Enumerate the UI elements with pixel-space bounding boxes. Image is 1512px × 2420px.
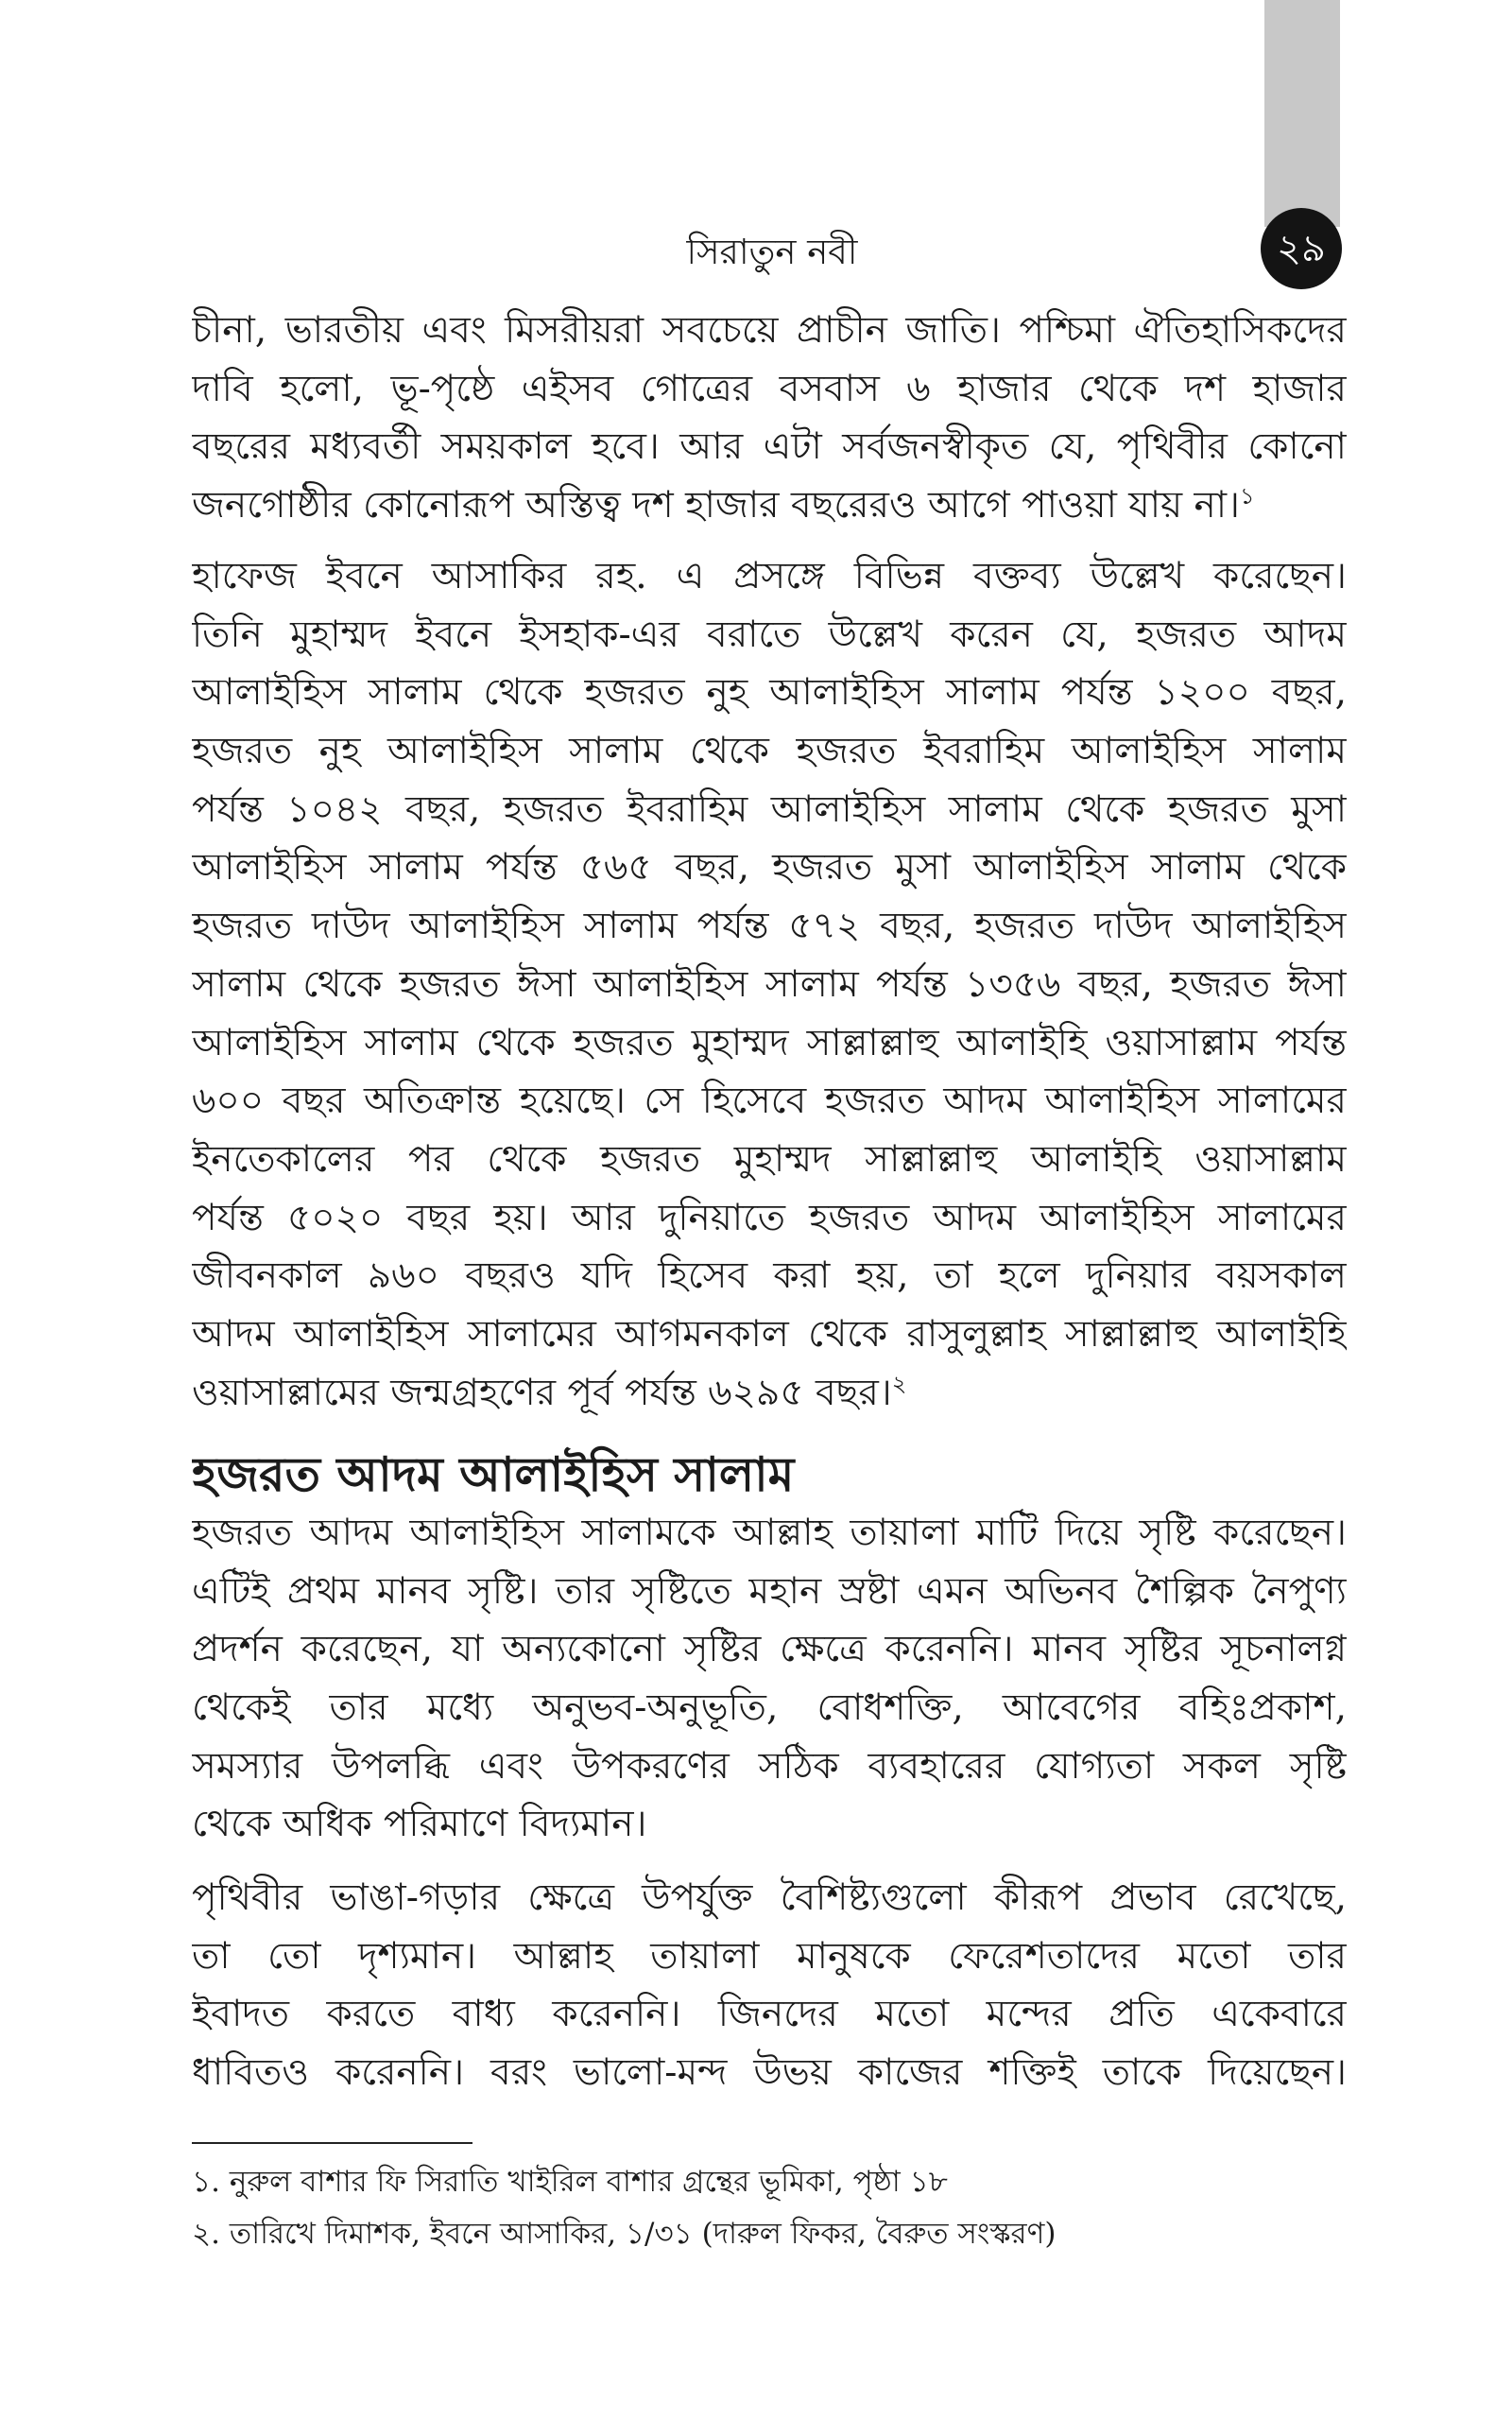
body-line: সমস্যার উপলব্ধি এবং উপকরণের সঠিক ব্যবহারের যোগ্যতা সকল সৃষ্টি (192, 1744, 1347, 1788)
body-line: আলাইহিস সালাম থেকে হজরত নুহ আলাইহিস সালাম পর্যন্ত ১২০০ বছর, (192, 671, 1347, 715)
body-line: প্রদর্শন করেছেন, যা অন্যকোনো সৃষ্টির ক্ষেত্রে করেননি। মানব সৃষ্টির সূচনালগ্ন (192, 1628, 1347, 1671)
body-line-text: জনগোষ্ঠীর কোনোরূপ অস্তিত্ব দশ হাজার বছরেরও আগে পাওয়া যায় না। (192, 484, 1240, 527)
page-number-badge: ২৯ (1261, 208, 1342, 289)
body-line: হজরত নুহ আলাইহিস সালাম থেকে হজরত ইবরাহিম আলাইহিস সালাম (192, 730, 1347, 773)
body-line: ৬০০ বছর অতিক্রান্ত হয়েছে। সে হিসেবে হজরত আদম আলাইহিস সালামের (192, 1080, 1347, 1123)
body-line: থেকে অধিক পরিমাণে বিদ্যমান। (192, 1803, 647, 1846)
footnote: ১. নুরুল বাশার ফি সিরাতি খাইরিল বাশার গ্রন্থের ভূমিকা, পৃষ্ঠা ১৮ (192, 2165, 948, 2199)
footnote-divider (192, 2142, 472, 2144)
body-line: বছরের মধ্যবর্তী সময়কাল হবে। আর এটা সর্বজনস্বীকৃত যে, পৃথিবীর কোনো (192, 425, 1347, 469)
body-line: তা তো দৃশ্যমান। আল্লাহ তায়ালা মানুষকে ফেরেশতাদের মতো তার (192, 1934, 1347, 1978)
body-line: সালাম থেকে হজরত ঈসা আলাইহিস সালাম পর্যন্ত ১৩৫৬ বছর, হজরত ঈসা (192, 962, 1347, 1006)
footnote-reference: ১ (1240, 483, 1255, 510)
body-line: হজরত দাউদ আলাইহিস সালাম পর্যন্ত ৫৭২ বছর, হজরত দাউদ আলাইহিস (192, 905, 1347, 948)
body-line (192, 1364, 1347, 1423)
page-edge-tab (1264, 0, 1340, 227)
paragraph (192, 1504, 1347, 1854)
body-line-text: ওয়াসাল্লামের জন্মগ্রহণের পূর্ব পর্যন্ত ৬২৯৫ বছর। (192, 1371, 892, 1414)
section-heading: হজরত আদম আলাইহিস সালাম (192, 1446, 795, 1502)
paragraph (192, 547, 1347, 1422)
paragraph (192, 302, 1347, 535)
body-line: পর্যন্ত ৫০২০ বছর হয়। আর দুনিয়াতে হজরত আদম আলাইহিস সালামের (192, 1196, 1347, 1239)
footnote-reference: ২ (891, 1370, 907, 1397)
running-title: সিরাতুন নবী (686, 232, 858, 272)
body-line: পর্যন্ত ১০৪২ বছর, হজরত ইবরাহিম আলাইহিস সালাম থেকে হজরত মুসা (192, 787, 1347, 831)
body-line: ইবাদত করতে বাধ্য করেননি। জিনদের মতো মন্দের প্রতি একেবারে (192, 1993, 1347, 2036)
body-line: আদম আলাইহিস সালামের আগমনকাল থেকে রাসুলুল্লাহ সাল্লাল্লাহু আলাইহি (192, 1312, 1347, 1356)
body-line: হাফেজ ইবনে আসাকির রহ. এ প্রসঙ্গে বিভিন্ন বক্তব্য উল্লেখ করেছেন। (192, 555, 1347, 597)
body-line: জীবনকাল ৯৬০ বছরও যদি হিসেব করা হয়, তা হলে দুনিয়ার বয়সকাল (192, 1254, 1347, 1298)
body-line: ইনতেকালের পর থেকে হজরত মুহাম্মদ সাল্লাল্লাহু আলাইহি ওয়াসাল্লাম (192, 1137, 1347, 1181)
body-line: হজরত আদম আলাইহিস সালামকে আল্লাহ তায়ালা মাটি দিয়ে সৃষ্টি করেছেন। (192, 1512, 1347, 1554)
body-line: ধাবিতও করেননি। বরং ভালো-মন্দ উভয় কাজের শক্তিই তাকে দিয়েছেন। (192, 2051, 1347, 2095)
body-line: আলাইহিস সালাম পর্যন্ত ৫৬৫ বছর, হজরত মুসা আলাইহিস সালাম থেকে (192, 846, 1347, 890)
body-line: দাবি হলো, ভূ-পৃষ্ঠে এইসব গোত্রের বসবাস ৬ হাজার থেকে দশ হাজার (192, 367, 1347, 410)
paragraph (192, 1869, 1347, 2102)
body-line: তিনি মুহাম্মদ ইবনে ইসহাক-এর বরাতে উল্লেখ করেন যে, হজরত আদম (192, 613, 1347, 656)
body-line (192, 476, 1347, 535)
footnote: ২. তারিখে দিমাশক, ইবনে আসাকির, ১/৩১ (দারুল ফিকর, বৈরুত সংস্করণ) (192, 2217, 1057, 2251)
body-line: থেকেই তার মধ্যে অনুভব-অনুভূতি, বোধশক্তি, আবেগের বহিঃপ্রকাশ, (192, 1686, 1347, 1730)
body-line: এটিই প্রথম মানব সৃষ্টি। তার সৃষ্টিতে মহান স্রষ্টা এমন অভিনব শৈল্পিক নৈপুণ্য (192, 1569, 1347, 1613)
body-line: চীনা, ভারতীয় এবং মিসরীয়রা সবচেয়ে প্রাচীন জাতি। পশ্চিমা ঐতিহাসিকদের (192, 309, 1347, 352)
body-line: আলাইহিস সালাম থেকে হজরত মুহাম্মদ সাল্লাল্লাহু আলাইহি ওয়াসাল্লাম পর্যন্ত (192, 1021, 1347, 1064)
body-line: পৃথিবীর ভাঙা-গড়ার ক্ষেত্রে উপর্যুক্ত বৈশিষ্ট্যগুলো কীরূপ প্রভাব রেখেছে, (192, 1876, 1347, 1919)
